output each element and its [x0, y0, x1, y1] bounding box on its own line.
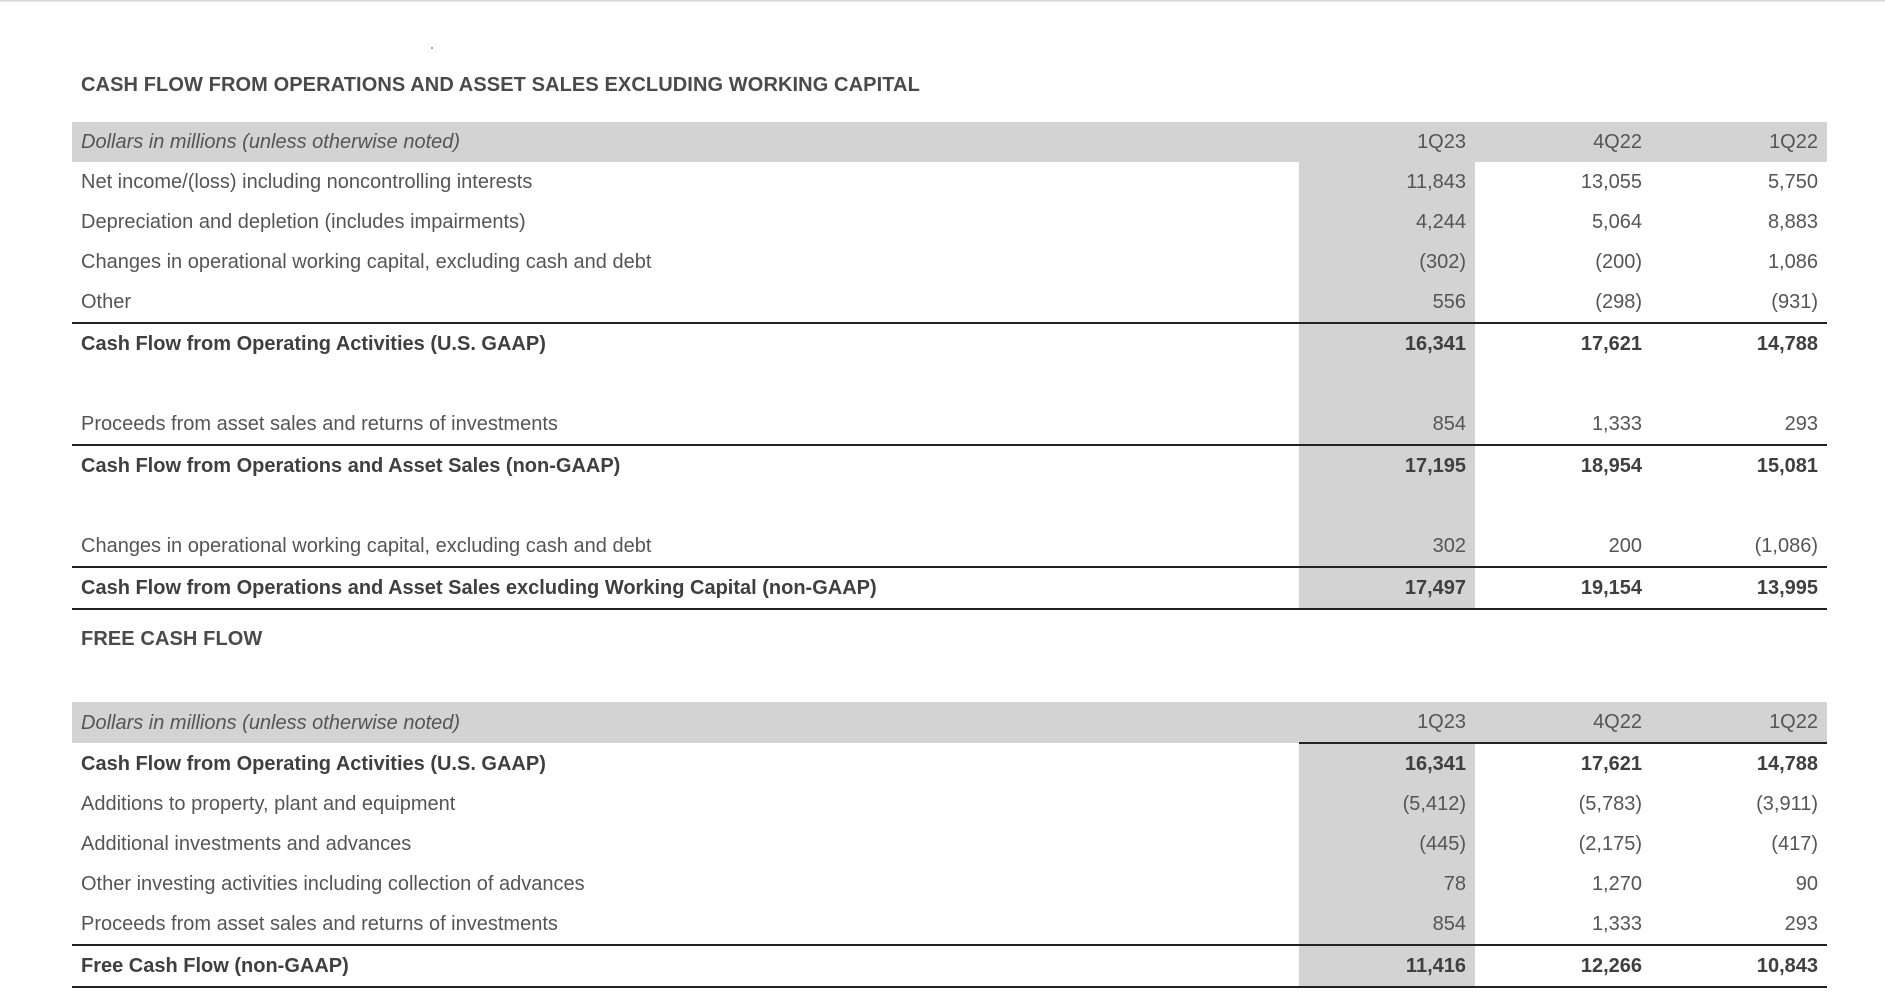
row-label: Additional investments and advances [81, 833, 412, 855]
cell-1q22: 14,788 [1651, 743, 1827, 784]
top-shadow [0, 0, 1885, 2]
cell-1q23: (445) [1299, 824, 1475, 864]
cell-1q23: 16,341 [1299, 743, 1475, 784]
row-label: Depreciation and depletion (includes impairments) [81, 211, 526, 233]
section-title-cash-flow-ops: CASH FLOW FROM OPERATIONS AND ASSET SALES EXCLUDING WORKING CAPITAL [81, 74, 920, 96]
cell-4q22: 17,621 [1475, 743, 1651, 784]
cell-4q22: 200 [1608, 535, 1642, 557]
header-4q22: 4Q22 [1475, 122, 1651, 162]
header-label: Dollars in millions (unless otherwise noted) [72, 702, 1299, 743]
cell-1q22: (3,911) [1756, 793, 1818, 815]
cell-1q23: 16,341 [1299, 323, 1475, 364]
cell-1q22: 14,788 [1651, 323, 1827, 364]
cell-4q22: (2,175) [1578, 833, 1642, 855]
total-row [72, 567, 1827, 609]
cell-1q23: 11,843 [1299, 162, 1475, 202]
table-header-row [72, 702, 1827, 743]
header-1q23: 1Q23 [1299, 122, 1475, 162]
table-cash-flow-ops [72, 122, 1827, 610]
total-row [72, 743, 1827, 784]
row-label: Cash Flow from Operations and Asset Sales excluding Working Capital (non-GAAP) [72, 567, 1299, 609]
total-row [72, 945, 1827, 987]
header-1q23: 1Q23 [1299, 702, 1475, 743]
cell-4q22: 1,333 [1591, 413, 1642, 435]
cell-1q22: 8,883 [1767, 211, 1818, 233]
cell-1q22: 293 [1784, 913, 1818, 935]
cell-1q22: 15,081 [1651, 445, 1827, 486]
cell-4q22: 1,270 [1591, 873, 1642, 895]
cell-4q22: 13,055 [1580, 171, 1642, 193]
cell-1q23: 11,416 [1299, 945, 1475, 987]
header-label: Dollars in millions (unless otherwise noted) [72, 122, 1299, 162]
stray-dot [431, 47, 433, 49]
table-row [72, 282, 1827, 323]
row-label: Additions to property, plant and equipment [81, 793, 456, 815]
row-label: Changes in operational working capital, excluding cash and debt [81, 535, 652, 557]
header-1q22: 1Q22 [1651, 702, 1827, 743]
header-1q22: 1Q22 [1651, 122, 1827, 162]
cell-4q22: (200) [1595, 251, 1642, 273]
spacer-row [72, 364, 1827, 404]
cell-1q22: (1,086) [1754, 535, 1818, 557]
total-row [72, 323, 1827, 364]
row-label: Other investing activities including collection of advances [81, 873, 585, 895]
cell-4q22: (5,783) [1578, 793, 1642, 815]
section-title-free-cash-flow: FREE CASH FLOW [81, 628, 263, 650]
table-row [72, 202, 1827, 242]
cell-1q23: 854 [1299, 404, 1475, 445]
row-label: Cash Flow from Operating Activities (U.S. GAAP) [72, 323, 1299, 364]
cell-1q23: 854 [1299, 904, 1475, 945]
cell-1q22: 10,843 [1651, 945, 1827, 987]
cell-1q23: 17,497 [1299, 567, 1475, 609]
cell-4q22: 1,333 [1591, 913, 1642, 935]
cell-1q23: (302) [1299, 242, 1475, 282]
cell-1q22: (931) [1771, 291, 1818, 313]
cell-1q23: 17,195 [1299, 445, 1475, 486]
cell-1q23: 4,244 [1299, 202, 1475, 242]
table-row [72, 242, 1827, 282]
cell-1q23: (5,412) [1299, 784, 1475, 824]
total-row [72, 445, 1827, 486]
cell-1q22: 5,750 [1767, 171, 1818, 193]
cell-4q22: 5,064 [1591, 211, 1642, 233]
cell-1q23: 302 [1299, 526, 1475, 567]
row-label: Proceeds from asset sales and returns of investments [81, 913, 558, 935]
table-row [72, 904, 1827, 945]
table-row [72, 784, 1827, 824]
row-label: Other [81, 291, 132, 313]
row-label: Changes in operational working capital, excluding cash and debt [81, 251, 652, 273]
cell-4q22: 18,954 [1475, 445, 1651, 486]
table-free-cash-flow [72, 702, 1827, 988]
table-row [72, 824, 1827, 864]
row-label: Free Cash Flow (non-GAAP) [72, 945, 1299, 987]
table-header-row [72, 122, 1827, 162]
cell-4q22: 17,621 [1475, 323, 1651, 364]
table-row [72, 526, 1827, 567]
spacer-row [72, 486, 1827, 526]
row-label: Proceeds from asset sales and returns of investments [81, 413, 558, 435]
table-row [72, 864, 1827, 904]
cell-1q22: (417) [1771, 833, 1818, 855]
cell-1q23: 556 [1299, 282, 1475, 323]
row-label: Cash Flow from Operating Activities (U.S. GAAP) [81, 752, 546, 775]
table-row [72, 162, 1827, 202]
cell-4q22: 12,266 [1475, 945, 1651, 987]
header-4q22: 4Q22 [1475, 702, 1651, 743]
cell-1q23: 78 [1299, 864, 1475, 904]
cell-1q22: 13,995 [1651, 567, 1827, 609]
table-row [72, 404, 1827, 445]
cell-1q22: 1,086 [1767, 251, 1818, 273]
cell-4q22: 19,154 [1475, 567, 1651, 609]
cell-4q22: (298) [1595, 291, 1642, 313]
cell-1q22: 90 [1795, 873, 1818, 895]
row-label: Cash Flow from Operations and Asset Sales (non-GAAP) [72, 445, 1299, 486]
cell-1q22: 293 [1784, 413, 1818, 435]
row-label: Net income/(loss) including noncontrolling interests [81, 171, 533, 193]
